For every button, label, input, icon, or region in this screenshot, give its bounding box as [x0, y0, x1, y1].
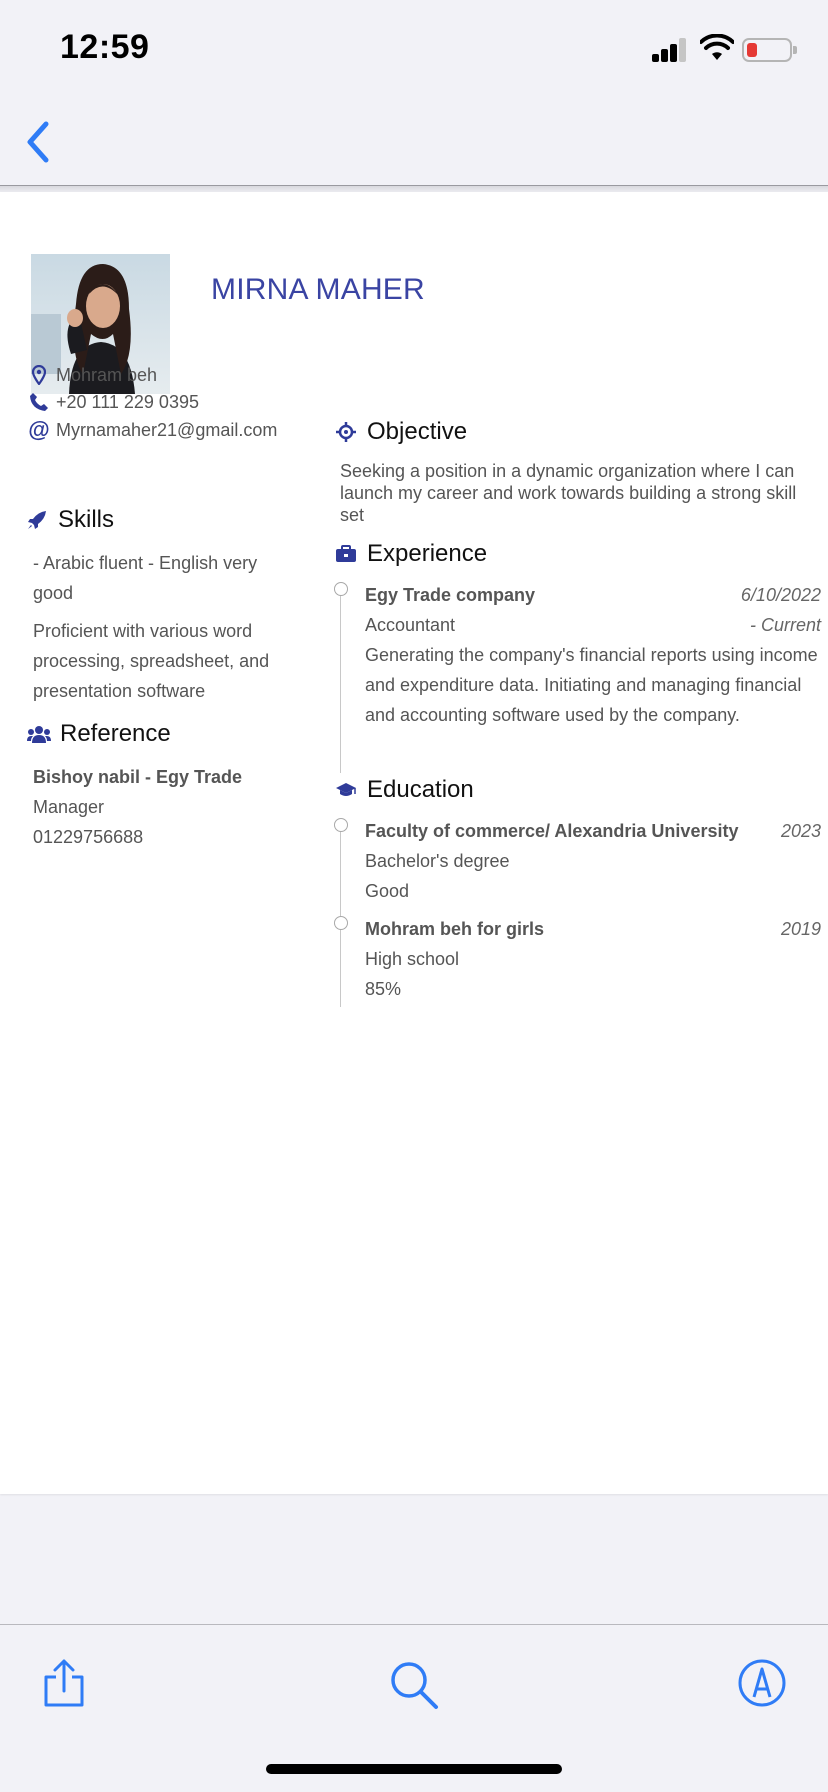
objective-heading	[333, 418, 467, 446]
status-bar	[0, 0, 828, 100]
education-degree: High school	[365, 949, 460, 969]
reference-name: Bishoy nabil - Egy Trade	[33, 767, 243, 787]
timeline-dot	[334, 582, 348, 596]
timeline-dot	[334, 818, 348, 832]
education-heading	[333, 776, 474, 804]
education-school: Faculty of commerce/ Alexandria University	[365, 821, 739, 841]
education-entry	[365, 914, 821, 1004]
contact-phone	[28, 389, 199, 415]
battery-icon	[742, 38, 792, 62]
experience-date: 6/10/2022	[740, 585, 821, 605]
experience-company: Egy Trade company	[365, 585, 536, 605]
timeline-dot	[334, 916, 348, 930]
experience-heading-text: Experience	[367, 540, 488, 567]
status-time: 12:59	[60, 28, 150, 66]
contact-email	[28, 417, 277, 443]
resume-document	[0, 192, 828, 1494]
experience-entry	[365, 580, 821, 730]
reference-role: Manager	[33, 797, 105, 817]
objective-heading-text: Objective	[367, 418, 468, 445]
experience-heading	[333, 540, 487, 568]
at-sign-icon: @	[28, 417, 50, 442]
objective-text: Seeking a position in a dynamic organization where I can launch my career and work towards building a strong skill set	[340, 461, 797, 525]
briefcase-icon	[333, 541, 359, 567]
experience-timeline	[340, 589, 341, 773]
education-year: 2019	[780, 919, 821, 939]
navigation-bar	[0, 100, 828, 186]
experience-description: Generating the company's financial reports using income and expenditure data. Initiating and managing financial and accounting software used by the company.	[365, 645, 818, 725]
markup-icon[interactable]	[736, 1657, 788, 1709]
education-entry	[365, 816, 821, 906]
education-year: 2023	[780, 821, 821, 841]
education-heading-text: Education	[367, 776, 474, 803]
experience-position: Accountant	[365, 615, 456, 635]
education-degree: Bachelor's degree	[365, 851, 510, 871]
map-pin-icon	[28, 364, 50, 386]
wifi-icon	[700, 34, 734, 62]
reference-phone: 01229756688	[33, 827, 144, 847]
skills-heading-text: Skills	[58, 506, 115, 533]
home-indicator	[266, 1764, 562, 1774]
skills-heading	[24, 506, 114, 534]
skill-item: Proficient with various word processing, spreadsheet, and presentation software	[33, 621, 270, 701]
battery-level	[747, 43, 757, 57]
reference-details	[33, 762, 288, 852]
resume-name: MIRNA MAHER	[211, 273, 425, 306]
battery-cap	[793, 46, 797, 54]
education-school: Mohram beh for girls	[365, 919, 545, 939]
rocket-icon	[24, 507, 50, 533]
graduation-cap-icon	[333, 777, 359, 803]
share-icon[interactable]	[38, 1657, 90, 1709]
users-icon	[26, 721, 52, 747]
education-grade: Good	[365, 881, 410, 901]
contact-location	[28, 362, 157, 388]
experience-date-end: - Current	[749, 615, 821, 635]
cellular-signal-icon	[652, 38, 688, 62]
contact-location-text: Mohram beh	[56, 364, 158, 385]
education-grade: 85%	[365, 979, 402, 999]
crosshairs-icon	[333, 419, 359, 445]
phone-icon	[28, 391, 50, 413]
chevron-left-icon[interactable]	[18, 114, 58, 170]
reference-heading	[26, 720, 171, 748]
skill-item: - Arabic fluent - English very good	[33, 553, 258, 603]
contact-email-text: Myrnamaher21@gmail.com	[56, 419, 278, 440]
reference-heading-text: Reference	[60, 720, 171, 747]
contact-phone-text: +20 111 229 0395	[56, 391, 199, 412]
search-icon[interactable]	[388, 1659, 440, 1711]
